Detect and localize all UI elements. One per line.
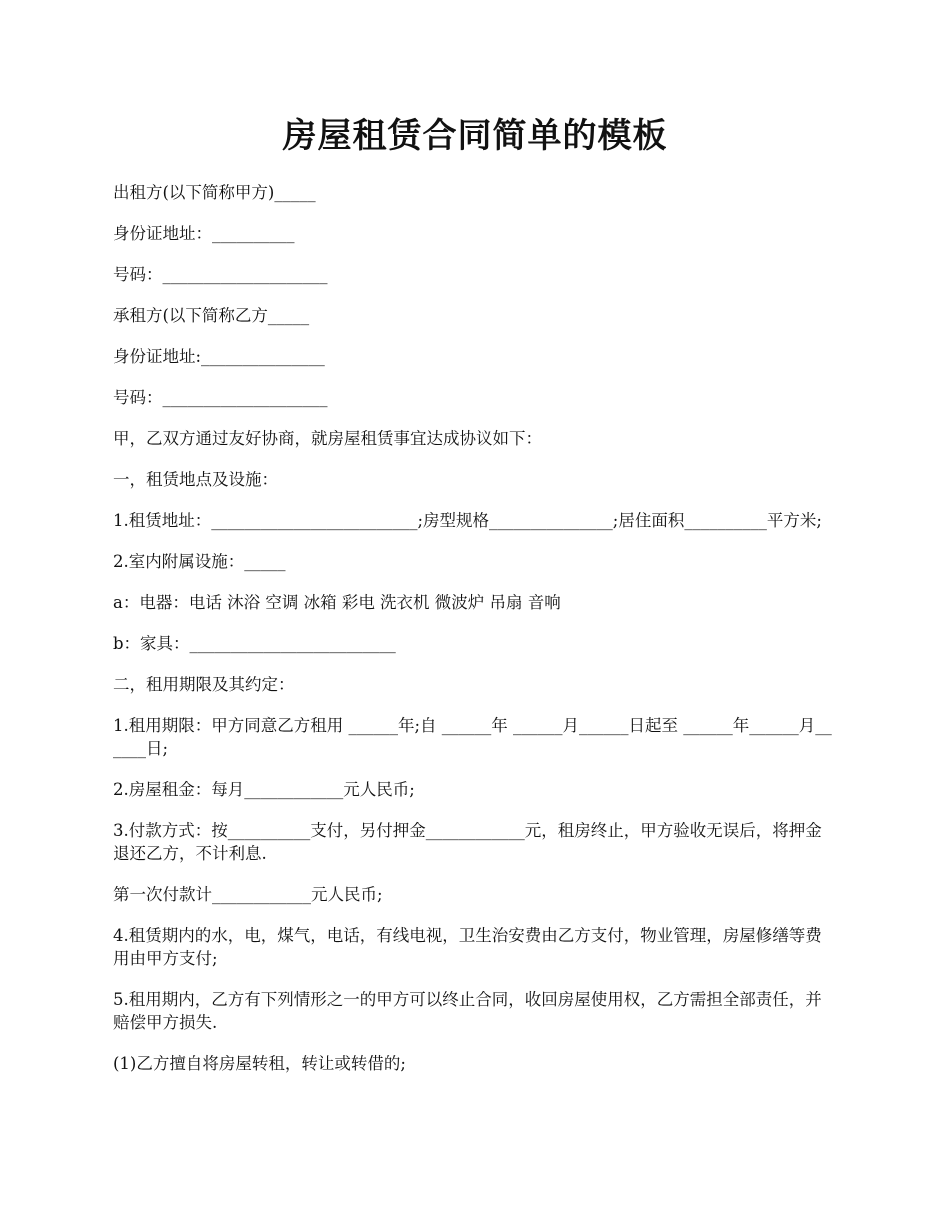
document-title: 房屋租赁合同简单的模板 (282, 116, 668, 156)
lessor-id-number-line: 号码：____________________ (113, 265, 328, 284)
payment-method-clause: 3.付款方式：按__________支付，另付押金____________元，租房终止，甲方验收无误后，将押金退还乙方，不计利息. (113, 821, 822, 863)
section-heading-term: 二，租用期限及其约定： (113, 675, 295, 694)
utilities-clause: 4.租赁期内的水，电，煤气，电话，有线电视，卫生治安费由乙方支付，物业管理，房屋修缮等费用由甲方支付; (113, 926, 822, 968)
rent-clause: 2.房屋租金：每月____________元人民币; (113, 780, 415, 799)
furniture-line: b：家具：_________________________ (113, 634, 396, 653)
lessor-line: 出租方(以下简称甲方)_____ (113, 183, 316, 202)
termination-clause: 5.租用期内，乙方有下列情形之一的甲方可以终止合同，收回房屋使用权，乙方需担全部责任，并赔偿甲方损失. (113, 990, 822, 1032)
facilities-clause: 2.室内附属设施：_____ (113, 552, 286, 571)
rental-address-clause: 1.租赁地址：_________________________;房型规格_______________;居住面积__________平方米; (113, 511, 822, 530)
section-heading-location: 一，租赁地点及设施： (113, 470, 278, 489)
lessee-id-address-line: 身份证地址:_______________ (113, 347, 325, 366)
termination-item-1: (1)乙方擅自将房屋转租，转让或转借的; (113, 1054, 406, 1073)
first-payment-line: 第一次付款计____________元人民币; (113, 885, 383, 904)
document-body (113, 181, 837, 1093)
lessor-id-address-line: 身份证地址：__________ (113, 224, 295, 243)
lessee-line: 承租方(以下简称乙方_____ (113, 306, 310, 325)
lessee-id-number-line: 号码：____________________ (113, 388, 328, 407)
rental-term-clause: 1.租用期限：甲方同意乙方租用 ______年;自 ______年 ______月______日起至 ______年______月______日; (113, 716, 832, 758)
agreement-intro: 甲，乙双方通过友好协商，就房屋租赁事宜达成协议如下： (113, 429, 542, 448)
appliances-list: a：电器：电话 沐浴 空调 冰箱 彩电 洗衣机 微波炉 吊扇 音响 (113, 593, 561, 612)
